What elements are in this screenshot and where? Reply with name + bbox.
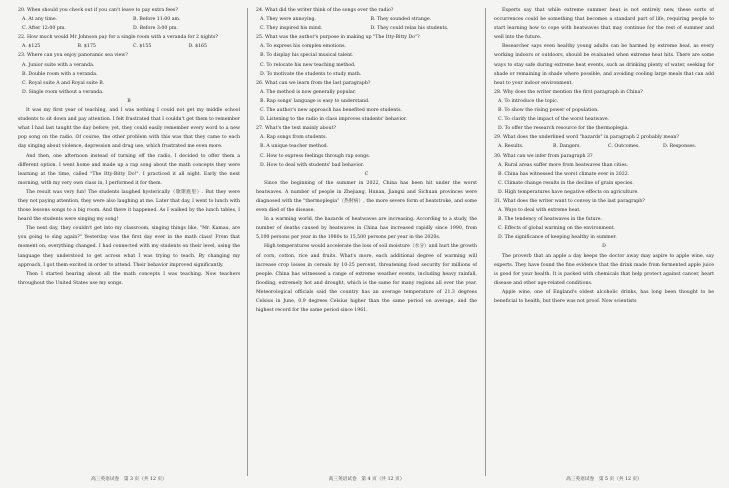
passage-paragraph: Apple wine, one of England's oldest alcoholic drinks, has long been thought to be beneficial to health, but there was not proof. Now scientists xyxy=(494,289,714,304)
option: A. Rural areas suffer more from heatwaves than cities. xyxy=(498,162,629,168)
option: B. Dangers. xyxy=(553,144,581,150)
option: B. A unique teacher method. xyxy=(260,144,329,150)
passage-paragraph: It was my first year of teaching, and I was nothing I could not get my middle school students to sit down and pay attention. I felt frustrated that I couldn't get them to remember what I had last taught the day before; yet, they could easily remember every word to a new pop song on the radio. Of course, the other problem with this was that they came to each day singing about violence, depression and drug use, which frustrated me even more. xyxy=(18,108,240,150)
option: D. Before 3:00 pm. xyxy=(133,26,178,32)
page-footer: 高三英语试卷 第 3 页（共 12 页） xyxy=(91,477,167,482)
question-24-options-row2 xyxy=(256,24,477,33)
option: D. $165 xyxy=(188,44,208,50)
page-footer: 高三英语试卷 第 4 页（共 12 页） xyxy=(328,477,405,482)
option: A. Rap songs from students. xyxy=(260,135,328,141)
passage-paragraph: The result was very fun! The students laughed hysterically（歇斯底里）. But they were they not paying attention, they were also laughing at me. Later that day, I went to lunch with those lessons songs to a big room. And there it happened. As I walked by the lunch tables, I heard the students were singing my song! xyxy=(18,189,240,223)
option: A. Results. xyxy=(498,144,524,150)
question-20-options-row2 xyxy=(18,24,240,33)
option: D. How to deal with students' bad behavior. xyxy=(260,162,364,168)
section-heading: B xyxy=(127,98,131,104)
question-24: 24. What did the writer think of the songs over the radio? xyxy=(256,8,394,13)
option: B. To display his special musical talent. xyxy=(260,53,354,59)
option: A. At any time. xyxy=(22,17,58,23)
option: B. They sounded strange. xyxy=(370,17,432,23)
question-27: 27. What's the text mainly about? xyxy=(256,126,336,132)
passage-paragraph: Then I started hearing about all the math concepts I was teaching. Now teachers throughout the United States use my songs. xyxy=(18,271,240,286)
option: A. Ways to deal with extreme heat. xyxy=(498,208,581,214)
section-heading: C xyxy=(364,171,369,177)
option: D. They could relax his students. xyxy=(370,26,449,32)
question-26: 26. What can we learn from the last paragraph? xyxy=(256,80,371,86)
question-28: 28. Why does the writer mention the first paragraph in China? xyxy=(494,89,643,95)
option: D. Listening to the radio in class improves students' behavior. xyxy=(260,117,407,123)
option: B. Rap songs' language is easy to understand. xyxy=(260,98,370,104)
option: A. To express his complex emotions. xyxy=(260,44,347,50)
passage-paragraph: High temperatures would accelerate the loss of soil moisture（水分）and hurt the growth of corn, cotton, rice and fruits. What's more, each additional degree of warming will increase crop losses in cereals by 10-25 percent, threatening food security for millions of people. China has witnessed a range of extreme weather events, including heavy rainfall, flooding, extremely hot and drought, which is the same for many regions all over the year. Meteorological officials said the country has an average temperature of 21.3 degrees Celsius in June, 0.9 degrees Celsius higher than the same period on average, and the highest record for the same period since 1961. xyxy=(256,244,477,314)
option: C. How to express feelings through rap songs. xyxy=(260,153,371,159)
option: B. To show the rising power of population. xyxy=(498,108,599,114)
column-divider xyxy=(485,8,486,476)
option: D. To motivate the students to study math. xyxy=(260,71,362,77)
option: C. Effects of global warming on the environment. xyxy=(498,226,616,232)
option: C. After 12:00 pm. xyxy=(22,26,66,32)
option: D. Single room without a veranda. xyxy=(22,89,104,95)
question-30: 30. What can we infer from paragraph 3? xyxy=(494,153,593,159)
question-22: 22. How much would Mr Johnson pay for a single room with a veranda for 2 nights? xyxy=(18,35,218,41)
passage-paragraph: The proverb that an apple a day keeps the doctor away may aspire to apple wine, say experts. They have found the fine evidence that the drink made from fermented apple juice is good for your health. It is packed with chemicals that help protect against cancer, heart disease and other age-related conditions. xyxy=(494,253,714,286)
option: B. $175 xyxy=(77,44,96,50)
option: C. The author's new approach has benefited more students. xyxy=(260,108,403,114)
question-20: 20. When should you check out if you can't leave to pay extra fees? xyxy=(18,8,178,13)
question-24-options xyxy=(256,15,477,24)
option: B. Double room with a veranda. xyxy=(22,71,98,77)
passage-paragraph: And then, one afternoon instead of turning off the radio, I decided to offer them a different option. I went home and made up a rap song about the math concepts they were learning at the time, called "The Itty-Bitty Do!". I practiced it all night. Early the next morning, with my very own class in, I performed it for them. xyxy=(18,153,240,186)
section-heading: D xyxy=(602,244,606,250)
option: C. Outcomes. xyxy=(608,144,640,150)
page-footer: 高三英语试卷 第 5 页（共 12 页） xyxy=(566,477,642,482)
option: A. $125 xyxy=(22,44,41,50)
option: B. Before 11:00 am. xyxy=(133,17,181,23)
option: C. To relocate his new teaching method. xyxy=(260,62,356,68)
option: B. The tendency of heatwaves in the future. xyxy=(498,217,603,223)
passage-paragraph: In a warming world, the hazards of heatwaves are increasing. According to a study, the number of deaths caused by heatwaves in China has increased rapidly since 1990, from 5,100 persons per year in the 1980s to 15,500 persons per year in the 2020s. xyxy=(256,217,477,241)
passage-paragraph: The next day, they couldn't get into my classroom, singing things like, "Mr. Kamau, are you going to sing again?" Yesterday was the first day ever in the math class! From that moment on, everything changed. I had connected with my students on their level, using the language they understood to get across what I was trying to teach. By changing my approach, I got them excited in order to attend. Their behavior improved significantly. xyxy=(18,226,240,268)
question-20-options xyxy=(18,15,240,24)
left-column xyxy=(18,6,240,476)
question-29-options xyxy=(494,142,714,151)
option: C. Royal suite A and Royal suite B. xyxy=(22,80,105,86)
option: C. To clarify the impact of the worst heatwave. xyxy=(498,117,610,123)
passage-paragraph: Experts say that while extreme summer heat is not entirely new, these sorts of occurrences could be something that becomes a standard part of life, requiring people to start learning how to cope with heatwaves that may continue for the rest of summer and well into the future. xyxy=(494,8,714,41)
option: D. Responses. xyxy=(663,144,697,150)
option: C. $155 xyxy=(133,44,152,50)
option: D. To offer the research resource for the thermoplegia. xyxy=(498,126,629,132)
option: A. They were annoying. xyxy=(260,17,317,23)
question-31: 31. What does the writer want to convey in the last paragraph? xyxy=(494,198,645,204)
option: C. They inspired his mind. xyxy=(260,26,323,32)
option: B. China has witnessed the worst climate ever in 2022. xyxy=(498,171,630,177)
option: D. The significance of keeping healthy in summer. xyxy=(498,235,617,241)
question-25: 25. What was the author's purpose in making up "The Itty-Bitty Do"? xyxy=(256,35,420,41)
question-29: 29. What does the underlined word "hazards" in paragraph 2 probably mean? xyxy=(494,135,679,141)
right-column xyxy=(494,6,714,476)
option: A. To introduce the topic. xyxy=(498,98,559,104)
option: D. High temperatures have negative effects on agriculture. xyxy=(498,189,639,195)
question-22-options xyxy=(18,42,240,51)
option: A. Junior suite with a veranda. xyxy=(22,62,95,68)
passage-paragraph: Researcher says even healthy young adults can be harmed by extreme heat, as every working indoors or outdoors, should be evaluated when extreme heat hits. There are some ways to stay safe during extreme heat events, such as drinking plenty of water, seeking for shade or remaining in shade where possible, and avoiding cooling large meals that can add heat to your indoor environment. xyxy=(494,44,714,86)
option: C. Climate change results in the decline of grain species. xyxy=(498,180,634,186)
question-23: 23. Where can you enjoy panoramic sea view? xyxy=(18,53,128,59)
middle-column xyxy=(256,6,477,476)
passage-paragraph: Since the beginning of the summer in 2022, China has been hit under the worst heatwaves. A number of people in Zhejiang, Hunan, Jiangxi and Sichuan provinces were diagnosed with the "thermoplegia"（热射病）, the more severe form of heatstroke, and some even died of the disease. xyxy=(256,180,477,214)
option: A. The method is now generally popular. xyxy=(260,89,357,95)
column-divider xyxy=(247,8,248,476)
